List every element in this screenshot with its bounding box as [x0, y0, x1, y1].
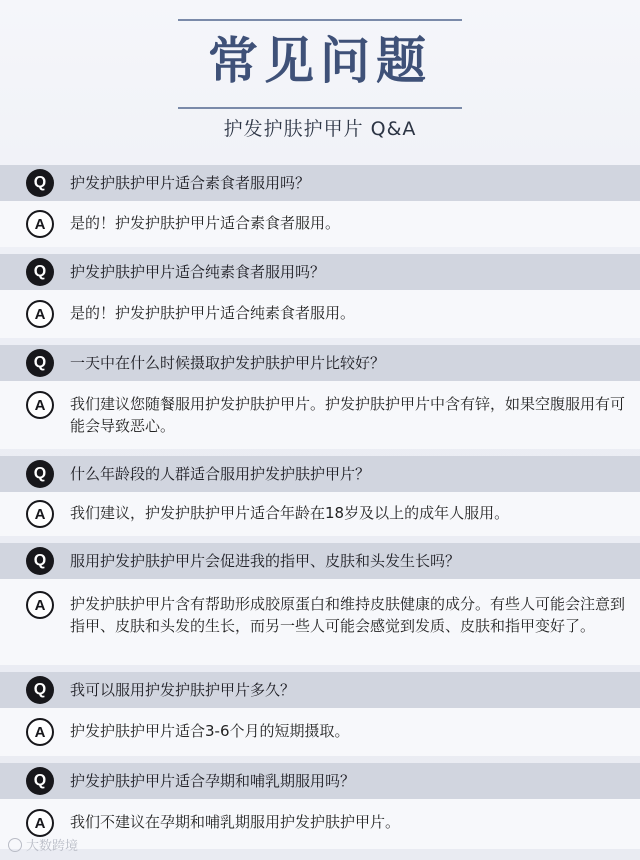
faq-question-row — [0, 763, 640, 799]
watermark-text: 大数跨境 — [26, 839, 79, 854]
faq-question: 护发护肤护甲片适合孕期和哺乳期服用吗？ — [70, 772, 356, 790]
question-badge-icon: Q — [26, 460, 54, 488]
faq-answer: 我们建议，护发护肤护甲片适合年龄在18岁及以上的成年人服用。 — [70, 504, 510, 522]
faq-question-row — [0, 543, 640, 579]
question-badge-icon: Q — [26, 767, 54, 795]
page-title: 常见问题 — [208, 32, 432, 90]
faq-answer-row — [0, 201, 640, 247]
answer-badge-icon: A — [26, 210, 54, 238]
watermark — [8, 835, 78, 854]
faq-answer: 护发护肤护甲片适合3-6个月的短期摄取。 — [70, 722, 350, 740]
title-divider-top — [178, 19, 462, 21]
faq-answer: 护发护肤护甲片含有帮助形成胶原蛋白和维持皮肤健康的成分。有些人可能会注意到指甲、皮肤和头发的生长，而另一些人可能会感觉到发质、皮肤和指甲变好了。 — [70, 595, 626, 635]
answer-badge-icon: A — [26, 300, 54, 328]
brand-logo-icon — [8, 838, 22, 852]
faq-answer: 是的！护发护肤护甲片适合素食者服用。 — [70, 214, 341, 232]
faq-question: 一天中在什么时候摄取护发护肤护甲片比较好？ — [70, 354, 386, 372]
answer-badge-icon: A — [26, 391, 54, 419]
faq-answer-row — [0, 290, 640, 338]
faq-question-row — [0, 345, 640, 381]
faq-question-row — [0, 456, 640, 492]
title-divider-bottom — [178, 107, 462, 109]
faq-question: 我可以服用护发护肤护甲片多久？ — [70, 681, 296, 699]
faq-answer: 我们建议您随餐服用护发护肤护甲片。护发护肤护甲片中含有锌，如果空腹服用有可能会导致恶心。 — [70, 395, 626, 435]
question-badge-icon: Q — [26, 676, 54, 704]
faq-answer-row — [0, 799, 640, 849]
answer-badge-icon: A — [26, 809, 54, 837]
page-subtitle: 护发护肤护甲片 Q&A — [223, 118, 417, 140]
answer-badge-icon: A — [26, 718, 54, 746]
faq-question: 护发护肤护甲片适合纯素食者服用吗？ — [70, 263, 326, 281]
faq-question-row — [0, 254, 640, 290]
faq-question-row — [0, 165, 640, 201]
faq-answer: 我们不建议在孕期和哺乳期服用护发护肤护甲片。 — [70, 813, 401, 831]
faq-list — [0, 165, 640, 849]
question-badge-icon: Q — [26, 547, 54, 575]
question-badge-icon: Q — [26, 169, 54, 197]
answer-badge-icon: A — [26, 500, 54, 528]
faq-answer: 是的！护发护肤护甲片适合纯素食者服用。 — [70, 304, 356, 322]
faq-answer-row — [0, 579, 640, 665]
page-header — [0, 0, 640, 162]
faq-question: 服用护发护肤护甲片会促进我的指甲、皮肤和头发生长吗？ — [70, 552, 461, 570]
question-badge-icon: Q — [26, 349, 54, 377]
faq-question: 什么年龄段的人群适合服用护发护肤护甲片？ — [70, 465, 371, 483]
faq-answer-row — [0, 492, 640, 536]
question-badge-icon: Q — [26, 258, 54, 286]
faq-question-row — [0, 672, 640, 708]
faq-answer-row — [0, 381, 640, 449]
faq-question: 护发护肤护甲片适合素食者服用吗？ — [70, 174, 311, 192]
faq-answer-row — [0, 708, 640, 756]
answer-badge-icon: A — [26, 591, 54, 619]
